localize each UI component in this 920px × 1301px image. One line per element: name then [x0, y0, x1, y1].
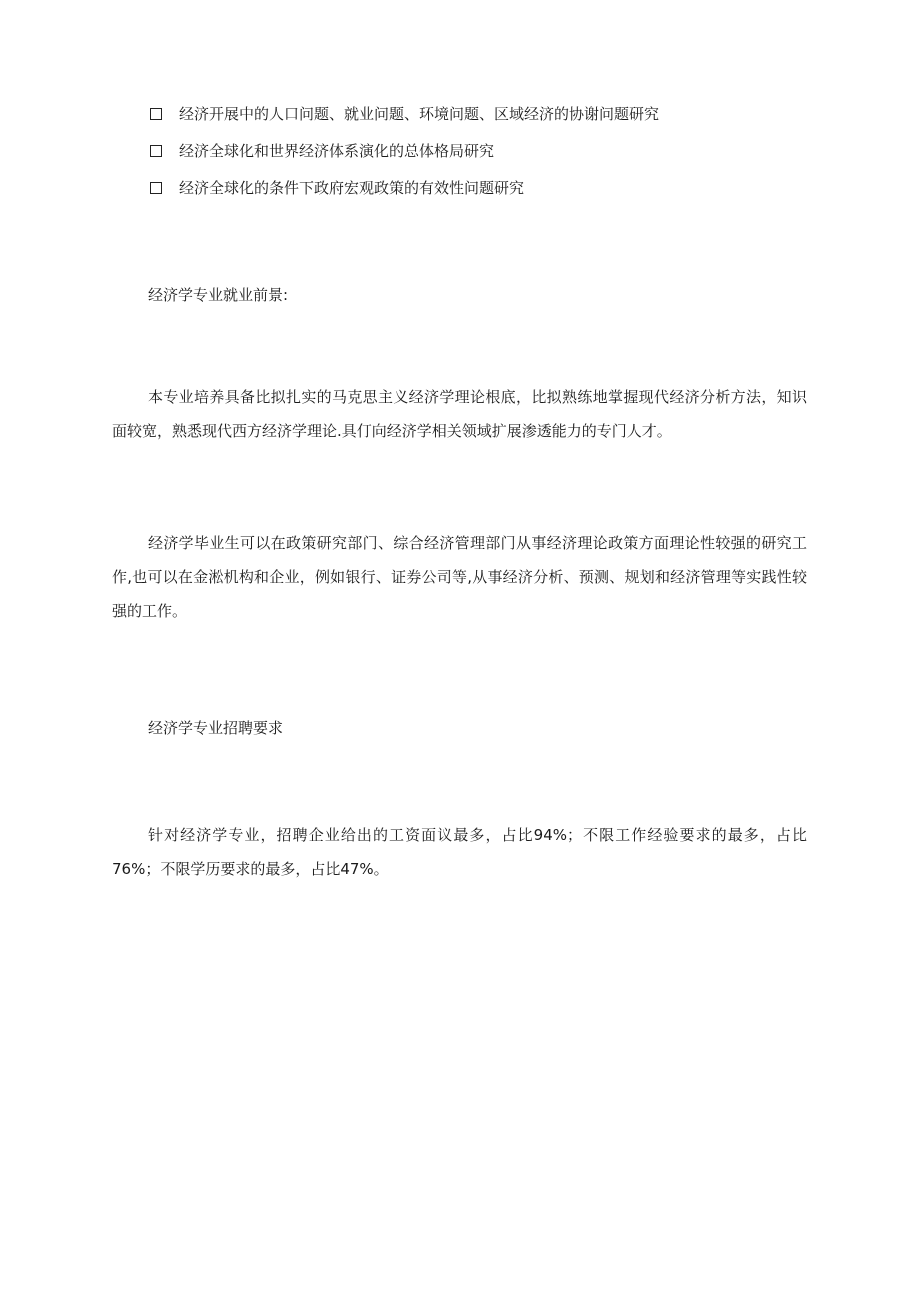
employment-prospects-heading: 经济学专业就业前景: [148, 286, 289, 304]
list-item [150, 169, 830, 206]
prospects-paragraph-1: 本专业培养具备比拟扎实的马克思主义经济学理论根底，比拟熟练地掌握现代经济分析方法，知识面较宽，熟悉现代西方经济学理论.具仃向经济学相关领域扩展渗透能力的专门人才。 [112, 388, 807, 440]
recruitment-heading: 经济学专业招聘要求 [148, 719, 284, 737]
checkbox-icon [150, 145, 162, 157]
research-topic-list [150, 95, 830, 206]
prospects-paragraph-2: 经济学毕业生可以在政策研究部门、综合经济管理部门从事经济理论政策方面理论性较强的研究工作,也可以在金淞机构和企业，例如银行、证券公司等,从事经济分析、预测、规划和经济管理等实践性较强的工作。 [112, 534, 807, 620]
list-item-text: 经济全球化的条件下政府宏观政策的有效性问题研究 [179, 178, 525, 197]
checkbox-icon [150, 108, 162, 120]
checkbox-icon [150, 182, 162, 194]
list-item-text: 经济全球化和世界经济体系演化的总体格局研究 [179, 141, 495, 160]
list-item [150, 95, 830, 132]
list-item [150, 132, 830, 169]
recruitment-paragraph: 针对经济学专业，招聘企业给出的工资面议最多，占比94%；不限工作经验要求的最多，占比76%；不限学历要求的最多，占比47%。 [112, 826, 807, 878]
list-item-text: 经济开展中的人口问题、就业问题、环境问题、区域经济的协谢问题研究 [179, 104, 660, 123]
